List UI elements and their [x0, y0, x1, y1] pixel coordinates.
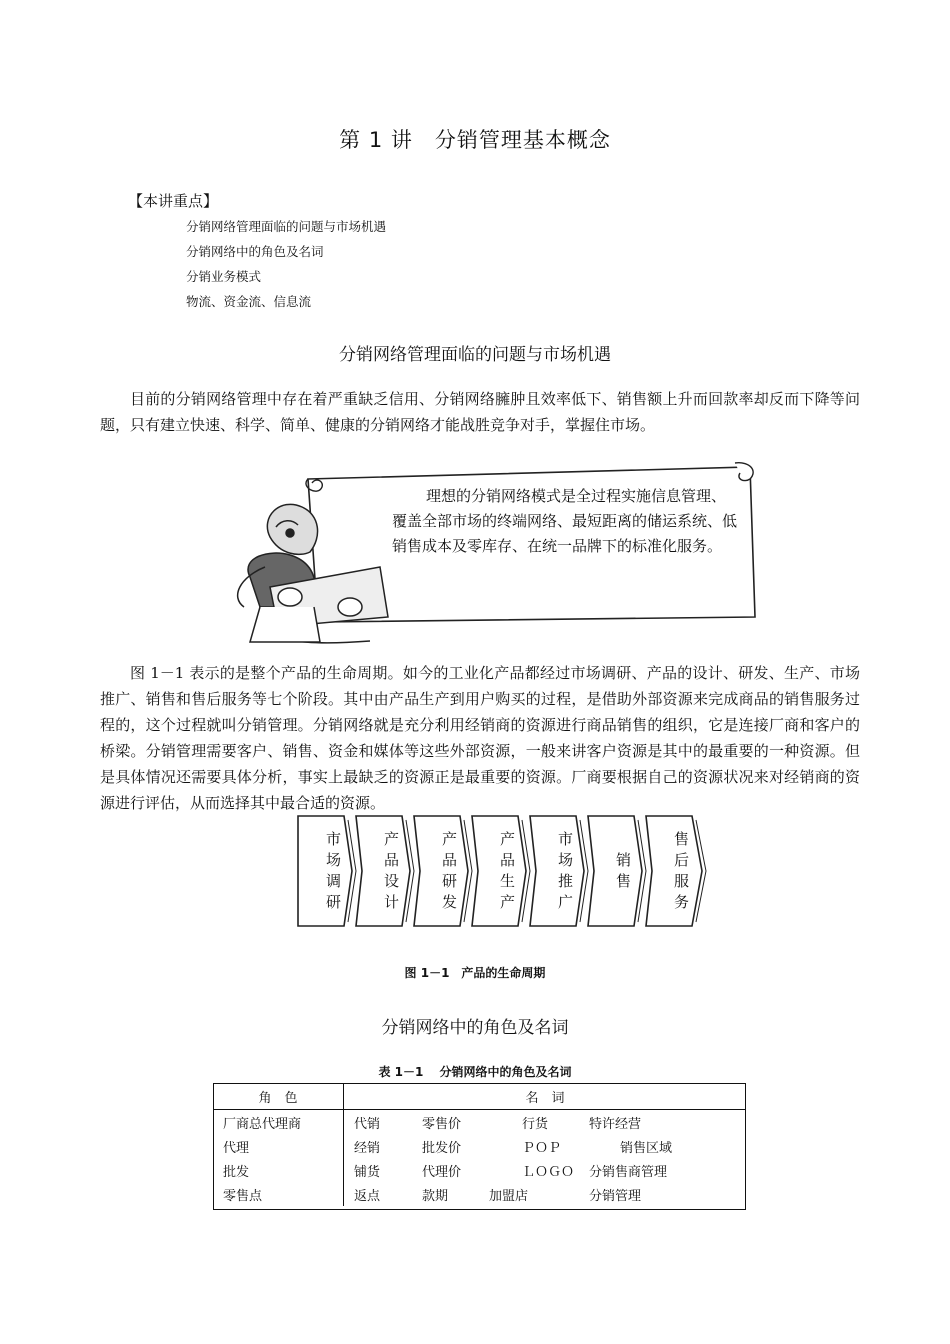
- term: 代销: [354, 1116, 381, 1132]
- flow-stage: 产品生产: [498, 831, 516, 915]
- role-cell: 厂商总代理商: [213, 1110, 344, 1135]
- table-header-row: [213, 1083, 746, 1110]
- term: 返点: [354, 1188, 381, 1204]
- term: ＬＯＧＯ: [522, 1164, 575, 1180]
- table-caption: 表 1－1 分销网络中的角色及名词: [378, 1065, 572, 1079]
- role-cell: 代理: [213, 1134, 344, 1158]
- term: 特许经营: [589, 1116, 642, 1132]
- key-point-item: 分销网络管理面临的问题与市场机遇: [186, 219, 387, 234]
- key-points-list: [186, 214, 386, 314]
- term: 销售区域: [620, 1140, 673, 1156]
- table-row: [213, 1110, 746, 1135]
- flow-stage: 产品设计: [382, 831, 400, 915]
- lifecycle-flow: [296, 812, 708, 930]
- term: 经销: [354, 1140, 381, 1156]
- term: 代理价: [422, 1164, 462, 1180]
- term: ＰＯＰ: [522, 1140, 562, 1156]
- term: 行货: [522, 1116, 549, 1132]
- key-point-item: 物流、资金流、信息流: [186, 294, 312, 309]
- term: 零售价: [422, 1116, 462, 1132]
- flow-stage: 售后服务: [672, 831, 690, 915]
- term: 批发价: [422, 1140, 462, 1156]
- key-points-heading: 【本讲重点】: [128, 192, 219, 210]
- figure-caption: 图 1－1 产品的生命周期: [404, 966, 546, 980]
- section2-heading: 分销网络中的角色及名词: [381, 1018, 569, 1038]
- table-row: [213, 1158, 746, 1182]
- table-row: [213, 1182, 746, 1206]
- key-point-item: 分销业务模式: [186, 269, 262, 284]
- terms-cell: [344, 1110, 747, 1135]
- scroll-text: 理想的分销网络模式是全过程实施信息管理、覆盖全部市场的终端网络、最短距离的储运系统、低销售成本及零库存、在统一品牌下的标准化服务。: [392, 487, 738, 555]
- roles-table: [213, 1083, 746, 1206]
- column-header-terms: 名 词: [344, 1083, 747, 1110]
- term: 分销管理: [589, 1188, 642, 1204]
- term: 铺货: [354, 1164, 381, 1180]
- flow-stage: 市场推广: [556, 831, 574, 915]
- term: 分销售商管理: [589, 1164, 668, 1180]
- flow-stage: 产品研发: [440, 831, 458, 915]
- section1-paragraph: 目前的分销网络管理中存在着严重缺乏信用、分销网络臃肿且效率低下、销售额上升而回款率却反而下降等问题，只有建立快速、科学、简单、健康的分销网络才能战胜竞争对手，掌握住市场。: [100, 390, 860, 434]
- term: 款期: [422, 1188, 449, 1204]
- term: 加盟店: [489, 1188, 529, 1204]
- terms-cell: [344, 1158, 747, 1182]
- flow-stage: 市场调研: [324, 831, 342, 915]
- terms-cell: [344, 1134, 747, 1158]
- column-header-role: 角 色: [213, 1083, 344, 1110]
- section1-heading: 分销网络管理面临的问题与市场机遇: [339, 345, 611, 365]
- terms-cell: [344, 1182, 747, 1206]
- flow-stage: 销售: [614, 852, 632, 894]
- page-title: 第 1 讲 分销管理基本概念: [339, 128, 611, 152]
- key-point-item: 分销网络中的角色及名词: [186, 244, 324, 259]
- lifecycle-paragraph: 图 1－1 表示的是整个产品的生命周期。如今的工业化产品都经过市场调研、产品的设计、研发、生产、市场推广、销售和售后服务等七个阶段。其中由产品生产到用户购买的过程，是借助外部资源来完成商品的销售服务过程的，这个过程就叫分销管理。分销网络就是充分利用经销商的资源进行商品销售的组织，它是连接厂商和客户的桥梁。分销管理需要客户、销售、资金和媒体等这些外部资源，一般来讲客户资源是其中的最重要的一种资源。但是具体情况还需要具体分析，事实上最缺乏的资源正是最重要的资源。厂商要根据自己的资源状况来对经销商的资源进行评估，从而选择其中最合适的资源。: [100, 664, 860, 812]
- table-row: [213, 1134, 746, 1158]
- role-cell: 零售点: [213, 1182, 344, 1206]
- role-cell: 批发: [213, 1158, 344, 1182]
